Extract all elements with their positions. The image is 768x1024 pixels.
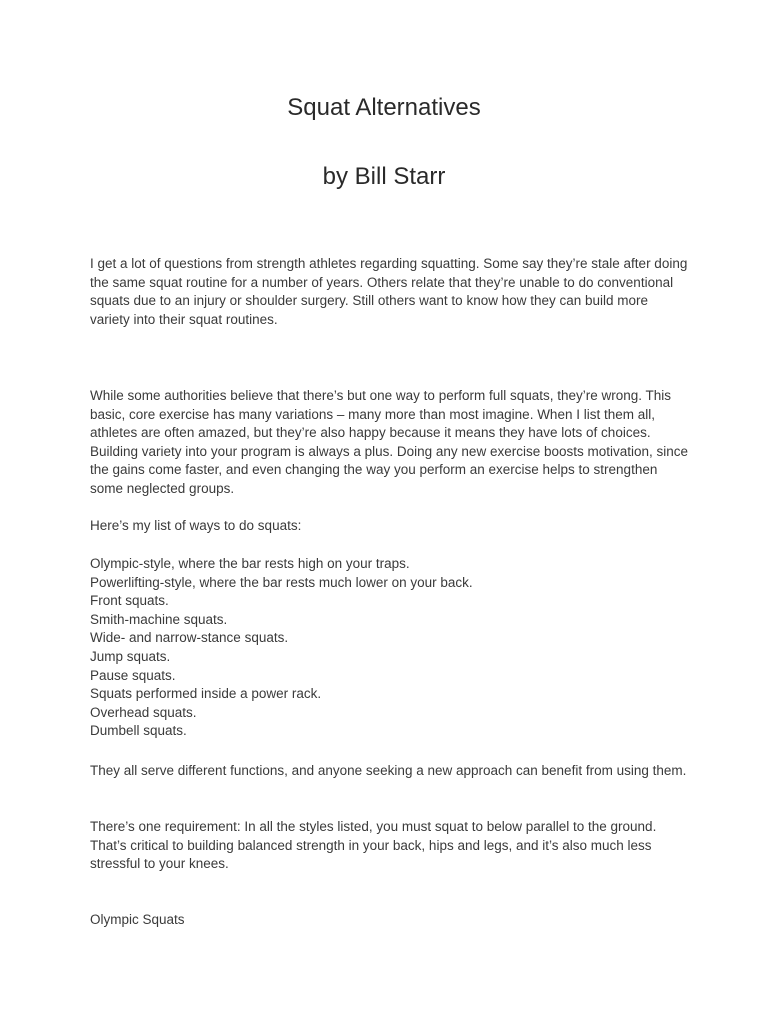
paragraph-functions: They all serve different functions, and anyone seeking a new approach can benefit from using them. — [90, 763, 687, 778]
list-item: Olympic-style, where the bar rests high on your traps. — [90, 556, 410, 571]
paragraph-list-intro: Here’s my list of ways to do squats: — [90, 518, 302, 533]
list-item: Overhead squats. — [90, 704, 197, 720]
list-item: Powerlifting-style, where the bar rests much lower on your back. — [90, 574, 473, 590]
author-line: by Bill Starr — [322, 163, 446, 190]
list-item: Squats performed inside a power rack. — [90, 686, 322, 702]
list-item: Smith-machine squats. — [90, 611, 228, 627]
list-item: Dumbell squats. — [90, 723, 187, 739]
section-heading: Olympic Squats — [90, 912, 185, 927]
list-item: Wide- and narrow-stance squats. — [90, 630, 289, 646]
list-item: Front squats. — [90, 593, 169, 609]
paragraph-variations: While some authorities believe that there’s but one way to perform full squats, they’re wrong. This basic, core exercise has many variations – many more than most imagine. When I list them all, athletes are often amazed, but they’re also happy because it means they have lots of choices. Building variety into your program is always a plus. Doing any new exercise boosts motivation, since the gains come faster, and even changing the way you perform an exercise helps to strengthen some neglected groups. — [90, 388, 689, 496]
list-item: Jump squats. — [90, 648, 171, 664]
paragraph-intro: I get a lot of questions from strength athletes regarding squatting. Some say they’re stale after doing the same squat routine for a number of years. Others relate that they’re unable to do conventional squats due to an injury or shoulder surgery. Still others want to know how they can build more variety into their squat routines. — [90, 256, 688, 327]
document-title: Squat Alternatives — [287, 94, 481, 121]
list-item: Pause squats. — [90, 667, 176, 683]
paragraph-requirement: There’s one requirement: In all the styles listed, you must squat to below parallel to the ground. That’s critical to building balanced strength in your back, hips and legs, and it’s also much less stressful to your knees. — [90, 819, 657, 872]
squat-style-list — [90, 555, 473, 741]
